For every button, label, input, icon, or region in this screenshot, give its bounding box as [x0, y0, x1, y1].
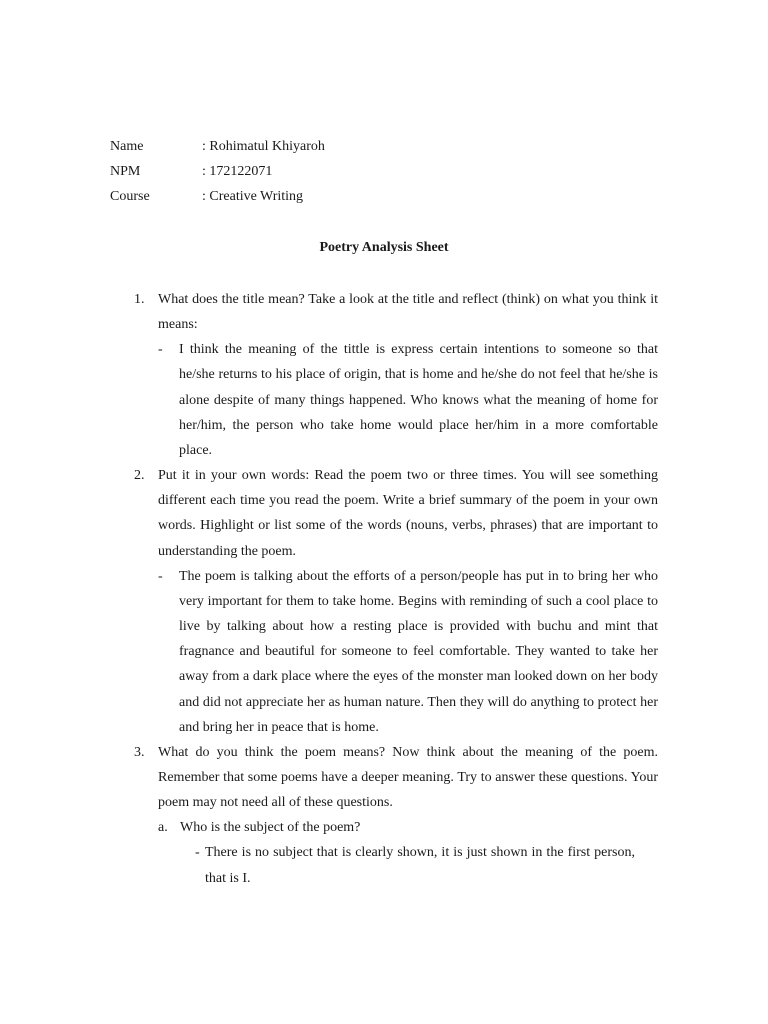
- name-value: : Rohimatul Khiyaroh: [202, 139, 325, 154]
- sub-question-a: [158, 815, 658, 890]
- course-row: [110, 186, 325, 211]
- question-list: [134, 287, 658, 891]
- question-text: What does the title mean? Take a look at the title and reflect (think) on what you think it means:: [158, 292, 658, 333]
- question-text: What do you think the poem means? Now think about the meaning of the poem. Remember that some poems have a deeper meaning. Try to answer these questions. Your poem may not need all of these questions.: [158, 744, 658, 811]
- question-number: 2.: [134, 468, 145, 484]
- question-number: 1.: [134, 292, 145, 307]
- question-1: [134, 287, 658, 463]
- answer-text: The poem is talking about the efforts of a person/people has put in to bring her who very important for them to take home. Begins with reminding of such a cool place to live by talking about how a resting place is provided with buchu and mint that fragnance and beautiful for someone to feel comfortable. They wanted to take her away from a dark place where the eyes of the monster man looked down on her body and did not appreciate her as human nature. Then they will do anything to protect her and bring her in peace that is home.: [179, 568, 658, 735]
- answer-bullet: -: [158, 342, 163, 358]
- answer-2: [158, 564, 658, 740]
- question-3: [134, 740, 658, 891]
- question-number: 3.: [134, 744, 145, 760]
- course-value: : Creative Writing: [202, 189, 304, 204]
- npm-label: NPM: [110, 164, 141, 179]
- npm-value: : 172122071: [202, 164, 273, 179]
- name-row: [110, 136, 325, 161]
- sub-answer-a: [180, 840, 658, 890]
- npm-row: [110, 161, 325, 186]
- answer-bullet: -: [195, 845, 200, 861]
- answer-text: There is no subject that is clearly shown, it is just shown in the first person, that is I.: [205, 845, 635, 886]
- sub-question-label: a.: [158, 820, 168, 836]
- course-label: Course: [110, 189, 150, 204]
- sub-question-text: Who is the subject of the poem?: [180, 820, 361, 836]
- answer-text: I think the meaning of the tittle is express certain intentions to someone so that he/she returns to his place of origin, that is home and he/she do not feel that he/she is alone despite of many things happened. Who knows what the meaning of home for her/him, the person who take home would place her/him in a more comfortable place.: [179, 342, 658, 458]
- answer-bullet: -: [158, 568, 163, 584]
- student-info: [110, 136, 325, 211]
- answer-1: [158, 337, 658, 463]
- question-2: [134, 463, 658, 740]
- question-text: Put it in your own words: Read the poem two or three times. You will see something different each time you read the poem. Write a brief summary of the poem in your own words. Highlight or list some of the words (nouns, verbs, phrases) that are important to understanding the poem.: [158, 468, 658, 559]
- sheet-title: Poetry Analysis Sheet: [319, 240, 449, 255]
- name-label: Name: [110, 139, 144, 154]
